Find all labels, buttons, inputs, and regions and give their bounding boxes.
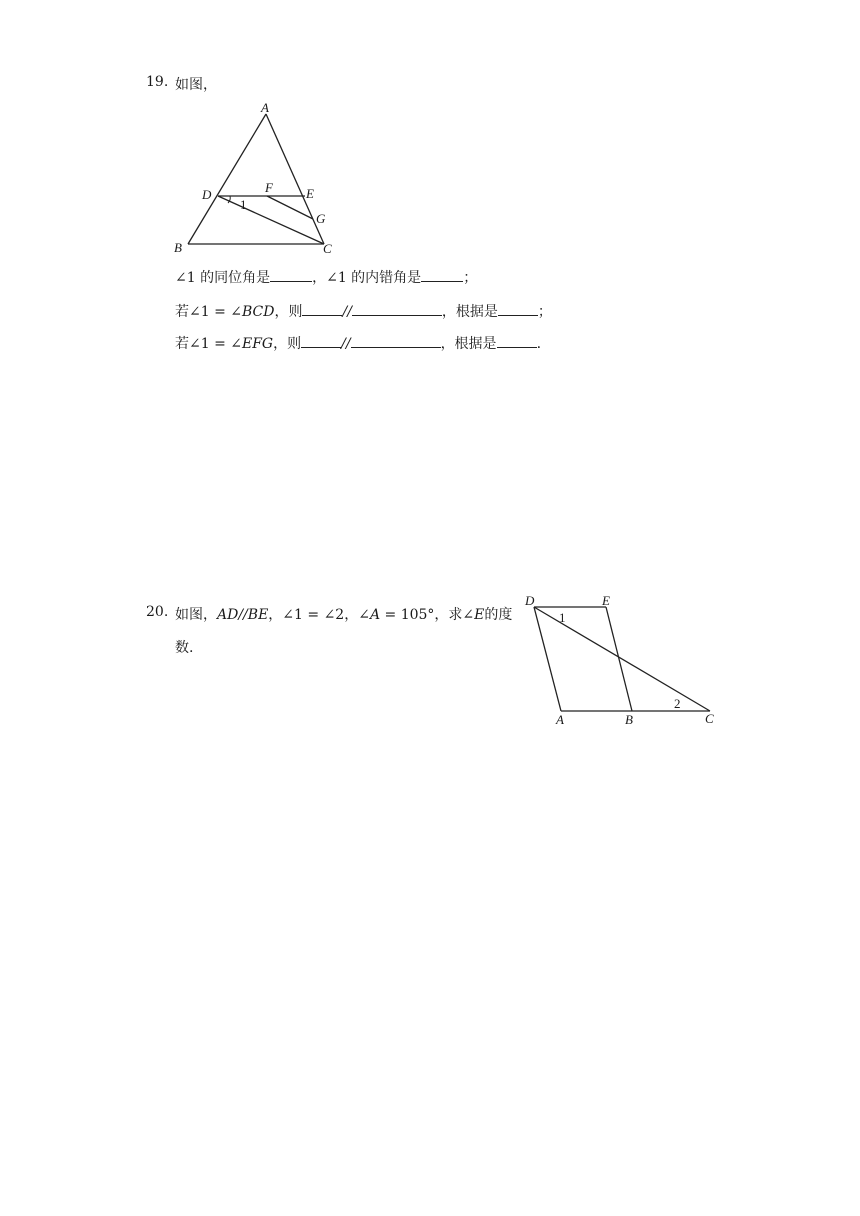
label-e: E <box>602 593 610 608</box>
question-19-number: 19. <box>146 74 169 90</box>
blank-parallel-left-2[interactable] <box>301 335 341 348</box>
label-c: C <box>705 711 714 726</box>
question-20-figure <box>522 592 722 732</box>
blank-reason-2[interactable] <box>497 335 537 348</box>
angle-1-label: 1 <box>559 610 566 625</box>
question-20-stem-line-2: 数. <box>175 640 194 656</box>
label-c: C <box>323 241 332 256</box>
question-19-line-2: 若∠1 = ∠BCD，则 // ，根据是 ； <box>175 304 552 320</box>
question-19-line-1: ∠1 的同位角是 ，∠1 的内错角是 ； <box>175 270 478 286</box>
side-ab <box>188 114 266 244</box>
blank-parallel-left-1[interactable] <box>302 303 342 316</box>
question-19-line-3: 若∠1 = ∠EFG，则 // ，根据是 . <box>175 336 542 352</box>
blank-parallel-right-1[interactable] <box>352 303 442 316</box>
label-f: F <box>265 180 273 195</box>
blank-alternate-angle[interactable] <box>421 269 463 282</box>
label-e: E <box>306 186 314 201</box>
segment-eb <box>606 607 632 711</box>
question-20-stem: 如图，AD//BE，∠1 = ∠2，∠A = 105°，求∠E的度 <box>175 607 513 623</box>
question-19-figure <box>172 100 342 256</box>
angle-2-label: 2 <box>674 696 681 711</box>
segment-dc <box>218 196 324 244</box>
question-20-number: 20. <box>146 604 169 620</box>
label-b: B <box>174 240 182 255</box>
label-a: A <box>261 100 269 115</box>
label-d: D <box>525 593 535 608</box>
label-b: B <box>625 712 633 727</box>
segment-da <box>534 607 561 711</box>
label-g: G <box>316 211 326 226</box>
blank-reason-1[interactable] <box>498 303 538 316</box>
label-a: A <box>556 712 564 727</box>
question-19-stem: 如图， <box>175 77 217 93</box>
blank-corresponding-angle[interactable] <box>270 269 312 282</box>
label-d: D <box>202 187 212 202</box>
blank-parallel-right-2[interactable] <box>351 335 441 348</box>
angle-1-label: 1 <box>240 197 247 212</box>
